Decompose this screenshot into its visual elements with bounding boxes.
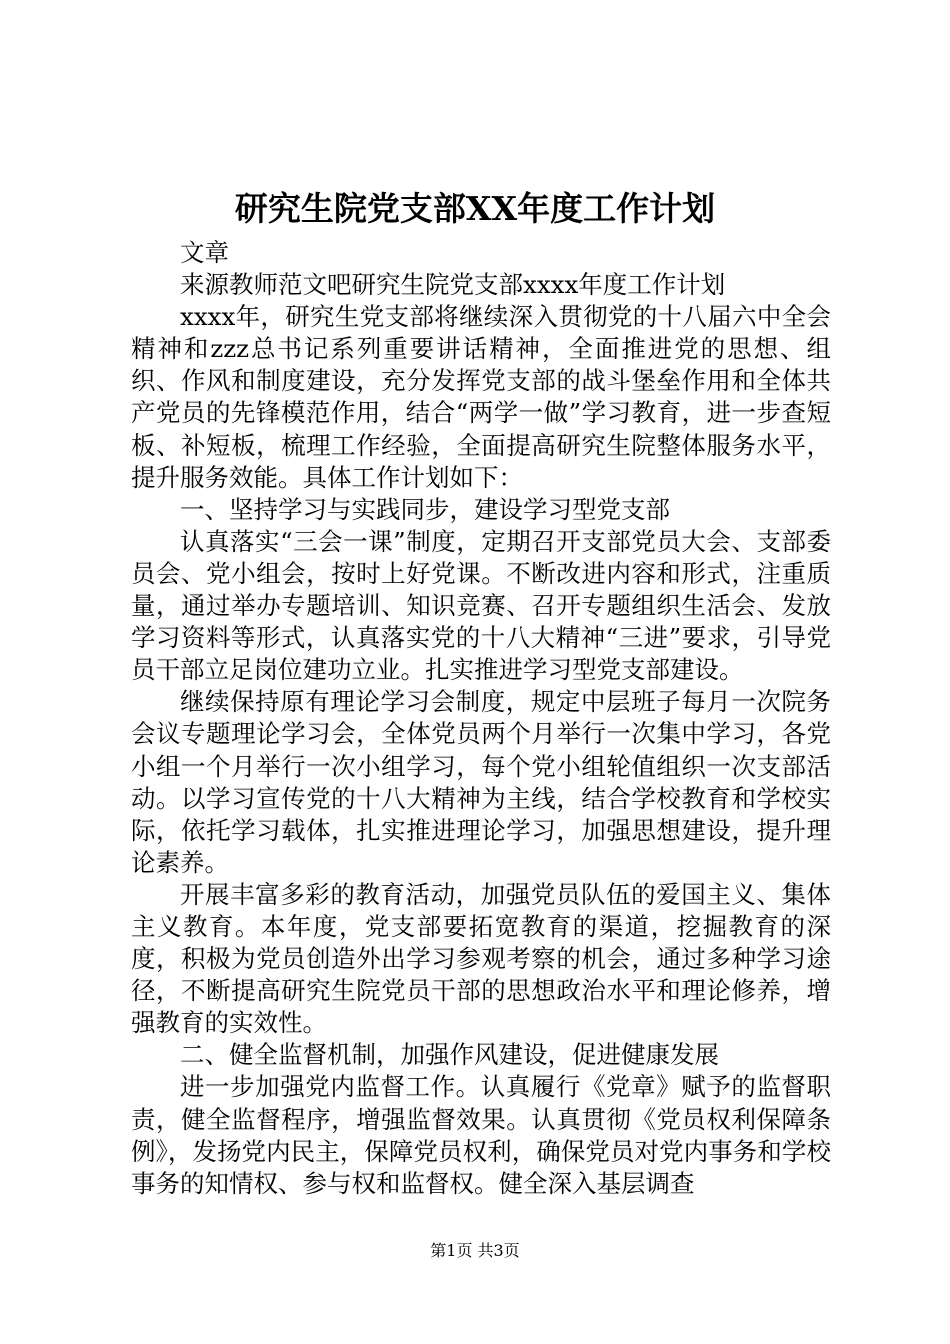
paragraph: 来源教师范文吧研究生院党支部xxxx年度工作计划 xyxy=(180,270,726,300)
paragraph: 文章 xyxy=(180,238,229,267)
paragraph: 继续保持原有理论学习会制度，规定中层班子每月一次院务会议专题理论学习会，全体党员两个月举行一次集中学习，各党小组一个月举行一次小组学习，每个党小组轮值组织一次支部活动。以学习宣传党的十八大精神为主线，结合学校教育和学校实际，依托学习载体，扎实推进理论学习，加强思想建设，提升理论素养。 xyxy=(131,687,831,877)
section-heading: 一、坚持学习与实践同步，建设学习型党支部 xyxy=(180,494,670,524)
document-title: 研究生院党支部XX年度工作计划 xyxy=(234,189,716,228)
section-heading: 二、健全监督机制，加强作风建设，促进健康发展 xyxy=(180,1040,719,1070)
document-body xyxy=(131,237,831,1200)
paragraph: 进一步加强党内监督工作。认真履行《党章》赋予的监督职责，健全监督程序，增强监督效果。认真贯彻《党员权利保障条例》，发扬党内民主，保障党员权利，确保党员对党内事务和学校事务的知情权、参与权和监督权。健全深入基层调查 xyxy=(131,1072,831,1198)
paragraph: xxxx年，研究生党支部将继续深入贯彻党的十八届六中全会精神和zzz总书记系列重要讲话精神，全面推进党的思想、组织、作风和制度建设，充分发挥党支部的战斗堡垒作用和全体共产党员的先锋模范作用，结合“两学一做”学习教育，进一步查短板、补短板，梳理工作经验，全面提高研究生院整体服务水平，提升服务效能。具体工作计划如下： xyxy=(131,302,831,492)
paragraph: 认真落实“三会一课”制度，定期召开支部党员大会、支部委员会、党小组会，按时上好党课。不断改进内容和形式，注重质量，通过举办专题培训、知识竞赛、召开专题组织生活会、发放学习资料等形式，认真落实党的十八大精神“三进”要求，引导党员干部立足岗位建功立业。扎实推进学习型党支部建设。 xyxy=(131,526,831,685)
paragraph: 开展丰富多彩的教育活动，加强党员队伍的爱国主义、集体主义教育。本年度，党支部要拓宽教育的渠道，挖掘教育的深度，积极为党员创造外出学习参观考察的机会，通过多种学习途径，不断提高研究生院党员干部的思想政治水平和理论修养，增强教育的实效性。 xyxy=(131,879,831,1038)
page-footer: 第1页 共3页 xyxy=(430,1241,520,1260)
